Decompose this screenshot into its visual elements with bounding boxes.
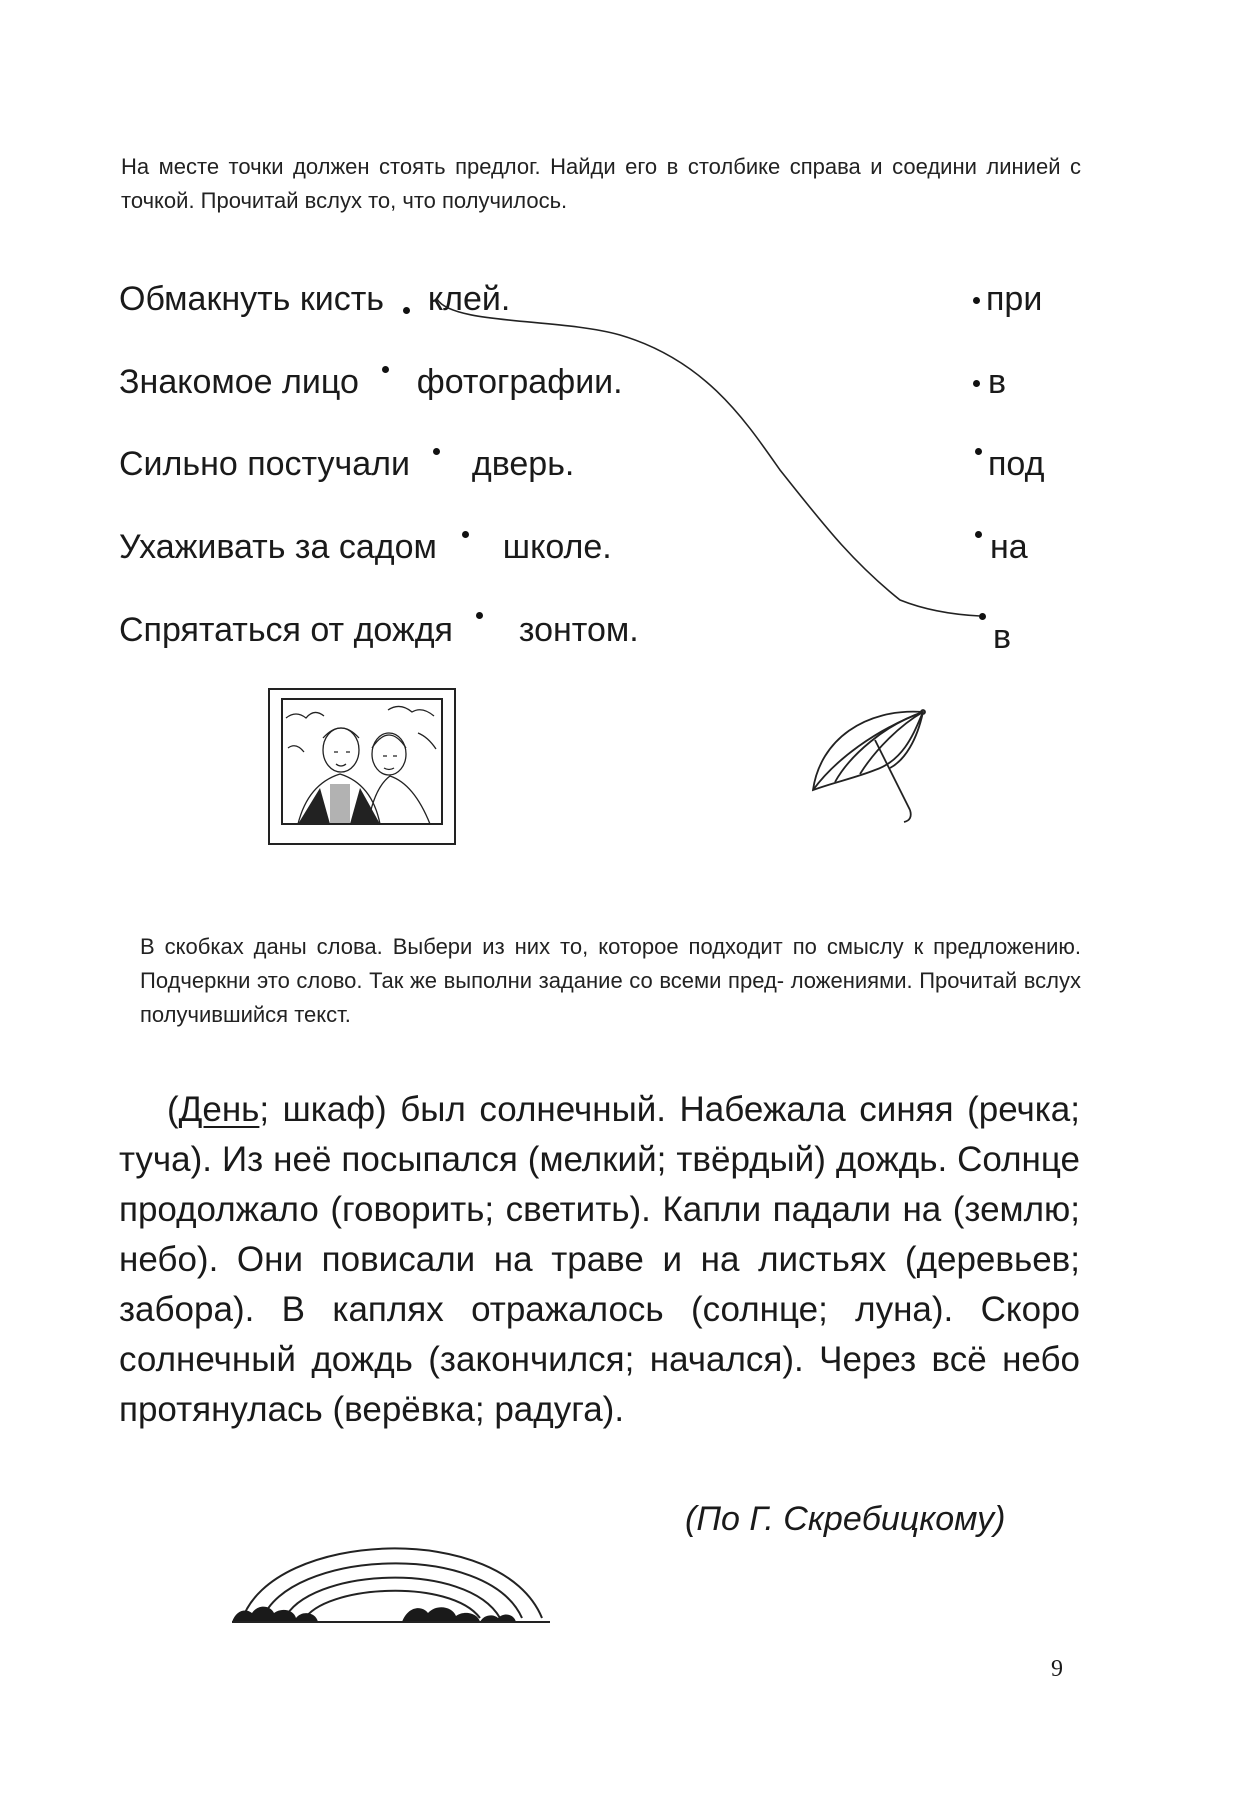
preposition-label: в (988, 363, 1007, 401)
connection-line (0, 0, 1234, 700)
row-left-text: Ухаживать за садом (119, 528, 437, 566)
underlined-word[interactable]: День (178, 1090, 260, 1129)
row-left-text: Обмакнуть кисть (119, 280, 384, 318)
umbrella-icon (805, 700, 945, 835)
row-right-text: фотографии. (416, 363, 623, 401)
row-left-text: Сильно постучали (119, 445, 410, 483)
task2-instruction: В скобках даны слова. Выбери из них то, которое подходит по смыслу к предложению. Подчеркни это слово. Так же выполни задание со всеми пред- ложениями. Прочитай вслух получившийся текст. (140, 934, 1081, 1027)
story-paragraph (119, 1085, 1080, 1435)
row-right-text: зонтом. (518, 611, 639, 649)
row-left-text: Спрятаться от дождя (119, 611, 453, 649)
task1-instruction: На месте точки должен стоять предлог. Найди его в столбике справа и соедини линией с точкой. Прочитай вслух то, что получилось. (121, 154, 1081, 213)
portrait-photo-icon (268, 688, 456, 845)
rainbow-icon (232, 1510, 550, 1625)
preposition-label: под (988, 445, 1045, 483)
page-number: 9 (1051, 1656, 1063, 1682)
story-open-paren: ( (167, 1090, 179, 1129)
preposition-label: при (986, 280, 1043, 318)
row-right-text: клей. (427, 280, 511, 318)
story-author: (По Г. Скребицкому) (685, 1500, 1006, 1538)
story-text: ; шкаф) был солнечный. Набежала синяя (речка; туча). Из неё посыпался (мелкий; твёрдый) дождь. Солнце продолжало (говорить; светить). Капли падали на (землю; небо). Они повисали на траве и на листьях (деревьев; забора). В каплях отражалось (солнце; луна). Скоро солнечный дождь (закончился; начался). Через всё небо протянулась (верёвка; радуга). (119, 1090, 1080, 1429)
preposition-label: на (990, 528, 1028, 566)
row-right-text: школе. (502, 528, 612, 566)
row-right-text: дверь. (471, 445, 575, 483)
row-left-text: Знакомое лицо (119, 363, 359, 401)
preposition-label: в (993, 618, 1012, 656)
